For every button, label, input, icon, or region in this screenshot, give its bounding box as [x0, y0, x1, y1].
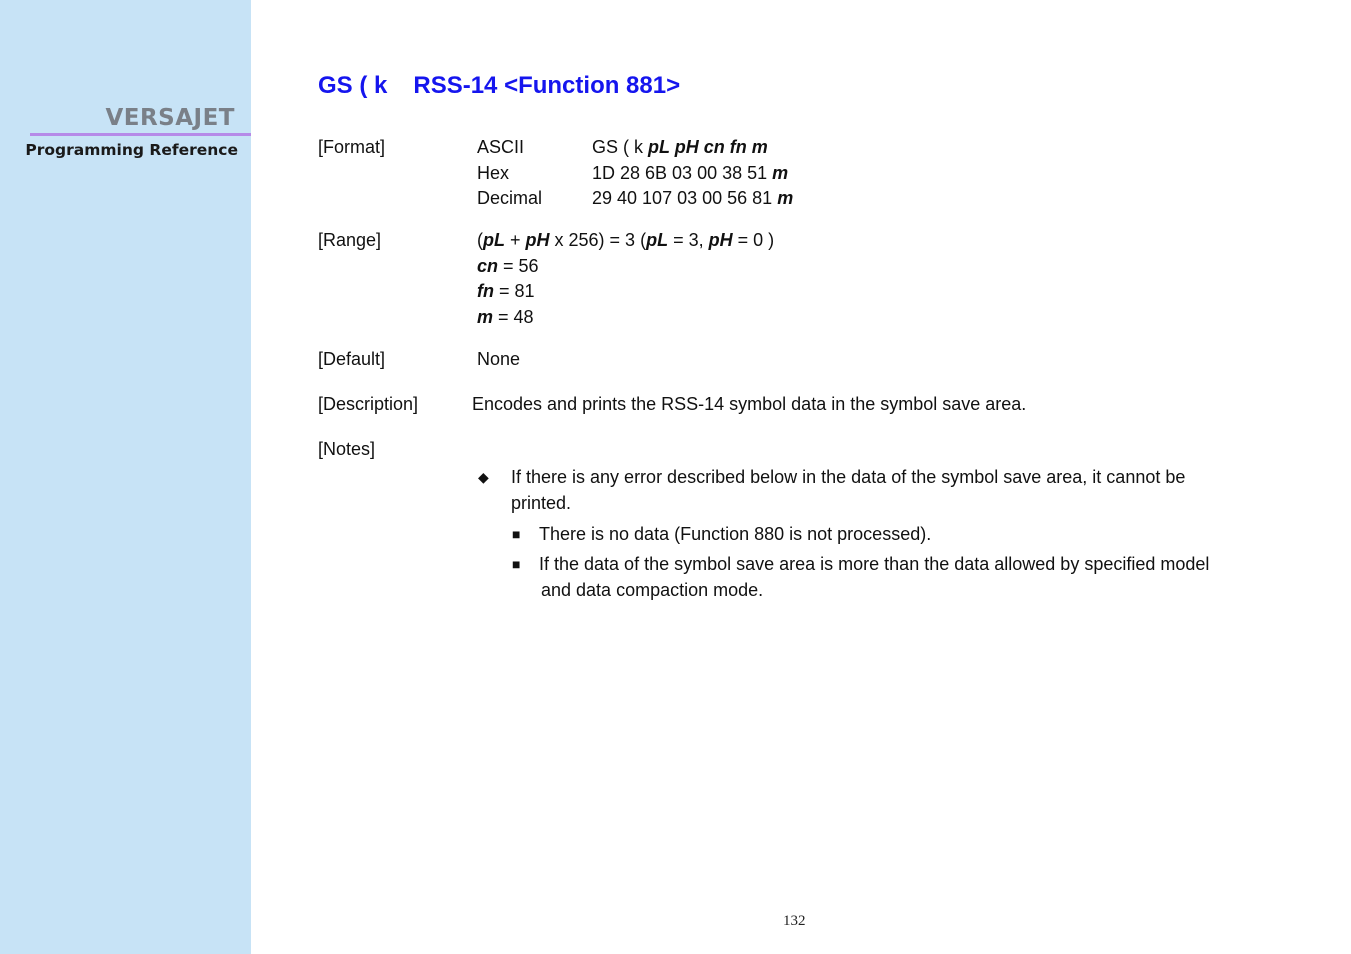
title-function-name: RSS-14 <Function 881>	[413, 72, 681, 99]
page-number: 132	[783, 913, 806, 929]
sidebar	[0, 0, 251, 954]
brand-logo: VERSAJET	[105, 105, 235, 131]
format-hex-label: Hex	[477, 163, 510, 183]
format-ascii-label: ASCII	[477, 137, 525, 157]
format-decimal-label: Decimal	[477, 188, 543, 208]
notes-sub-item-2-line-1: If the data of the symbol save area is more than the data allowed by specified model	[539, 554, 1210, 574]
notes-sub-item-1: There is no data (Function 880 is not processed).	[539, 524, 932, 544]
title-command: GS ( k	[318, 72, 388, 99]
range-label: [Range]	[318, 230, 382, 250]
format-label: [Format]	[318, 137, 386, 157]
page-title	[318, 72, 680, 100]
brand-divider	[30, 133, 251, 136]
default-value: None	[477, 349, 521, 369]
format-decimal-value: 29 40 107 03 00 56 81 m	[592, 188, 794, 208]
notes-bullet-line-1: If there is any error described below in the data of the symbol save area, it cannot be	[511, 467, 1186, 487]
range-fn: fn = 81	[477, 281, 535, 301]
format-hex-value: 1D 28 6B 03 00 38 51 m	[592, 163, 789, 183]
description-text: Encodes and prints the RSS-14 symbol data in the symbol save area.	[472, 394, 1027, 414]
square-bullet-icon: ■	[512, 526, 521, 542]
notes-label: [Notes]	[318, 439, 376, 459]
notes-sub-item-2-line-2: and data compaction mode.	[541, 580, 764, 600]
brand-subtitle: Programming Reference	[25, 141, 238, 159]
range-formula: (pL + pH x 256) = 3 (pL = 3, pH = 0 )	[477, 230, 775, 250]
format-ascii-value: GS ( k pL pH cn fn m	[592, 137, 768, 157]
diamond-bullet-icon: ◆	[478, 469, 489, 485]
range-m: m = 48	[477, 307, 534, 327]
description-label: [Description]	[318, 394, 419, 414]
notes-bullet-line-2: printed.	[511, 493, 572, 513]
square-bullet-icon: ■	[512, 556, 521, 572]
default-label: [Default]	[318, 349, 386, 369]
range-cn: cn = 56	[477, 256, 539, 276]
